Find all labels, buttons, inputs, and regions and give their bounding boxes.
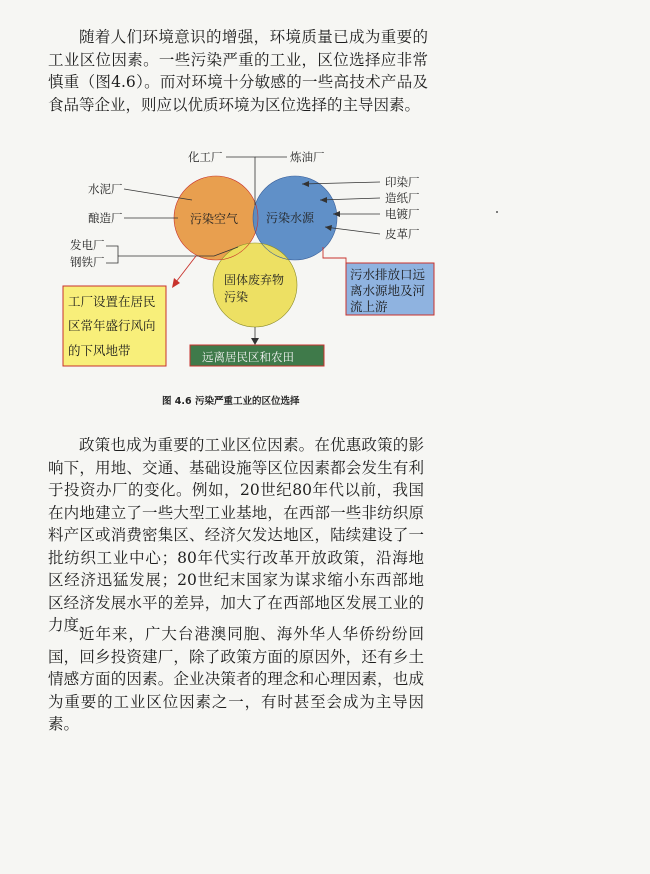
cement-plant-label: 水泥厂 bbox=[88, 182, 123, 196]
downwind-line-1: 工厂设置在居民 bbox=[68, 294, 156, 309]
paper-mill-label: 造纸厂 bbox=[385, 191, 420, 205]
power-bracket-line bbox=[106, 246, 118, 256]
solid-waste-label-2: 污染 bbox=[224, 290, 249, 304]
sewage-line-2: 离水源地及河 bbox=[350, 283, 426, 298]
water-to-box-line bbox=[323, 247, 346, 263]
steel-plant-label: 钢铁厂 bbox=[70, 255, 105, 269]
dyeing-plant-label: 印染厂 bbox=[385, 175, 420, 189]
page-speck bbox=[496, 211, 498, 213]
policy-paragraph: 政策也成为重要的工业区位因素。在优惠政策的影响下，用地、交通、基础设施等区位因素都会发生有利于投资办厂的变化。例如，20世纪80年代以前，我国在内地建立了一些大型工业基地，在西部一些非纺织原料产区或消费密集区、经济欠发达地区，陆续建设了一批纺织工业中心；80年代实行改革开放政策，沿海地区经济迅猛发展；20世纪末国家为谋求缩小东西部地区经济发展水平的差异，加大了在西部地区发展工业的力度。 bbox=[48, 436, 424, 634]
intro-paragraph: 随着人们环境意识的增强，环境质量已成为重要的工业区位因素。一些污染严重的工业，区位选择应非常慎重（图4.6）。而对环境十分敏感的一些高技术产品及食品等企业，则应以优质环境为区位选择的主导因素。 bbox=[48, 28, 428, 114]
downwind-line-2: 区常年盛行风向 bbox=[68, 318, 156, 333]
sewage-line-3: 流上游 bbox=[350, 299, 388, 314]
downwind-line-3: 的下风地带 bbox=[68, 343, 131, 358]
refinery-label: 炼油厂 bbox=[290, 150, 325, 164]
figure-caption: 图 4.6 污染严重工业的区位选择 bbox=[162, 396, 300, 407]
leather-plant-label: 皮革厂 bbox=[385, 227, 420, 241]
plating-plant-label: 电镀厂 bbox=[385, 207, 420, 221]
away-from-residential-label: 远离居民区和农田 bbox=[202, 350, 294, 364]
psychology-paragraph: 近年来，广大台港澳同胞、海外华人华侨纷纷回国，回乡投资建厂，除了政策方面的原因外，还有乡土情感方面的因素。企业决策者的理念和心理因素，也成为重要的工业区位因素之一，有时甚至会成为主导因素。 bbox=[48, 625, 424, 733]
air-pollution-label: 污染空气 bbox=[190, 212, 239, 226]
water-pollution-label: 污染水源 bbox=[266, 211, 315, 225]
air-to-box-arrow bbox=[176, 256, 196, 282]
sewage-line-1: 污水排放口远 bbox=[350, 267, 426, 282]
chemical-plant-label: 化工厂 bbox=[188, 150, 223, 164]
brewery-label: 酿造厂 bbox=[88, 211, 123, 225]
power-plant-label: 发电厂 bbox=[70, 238, 105, 252]
solid-waste-label-1: 固体废弃物 bbox=[224, 273, 285, 287]
